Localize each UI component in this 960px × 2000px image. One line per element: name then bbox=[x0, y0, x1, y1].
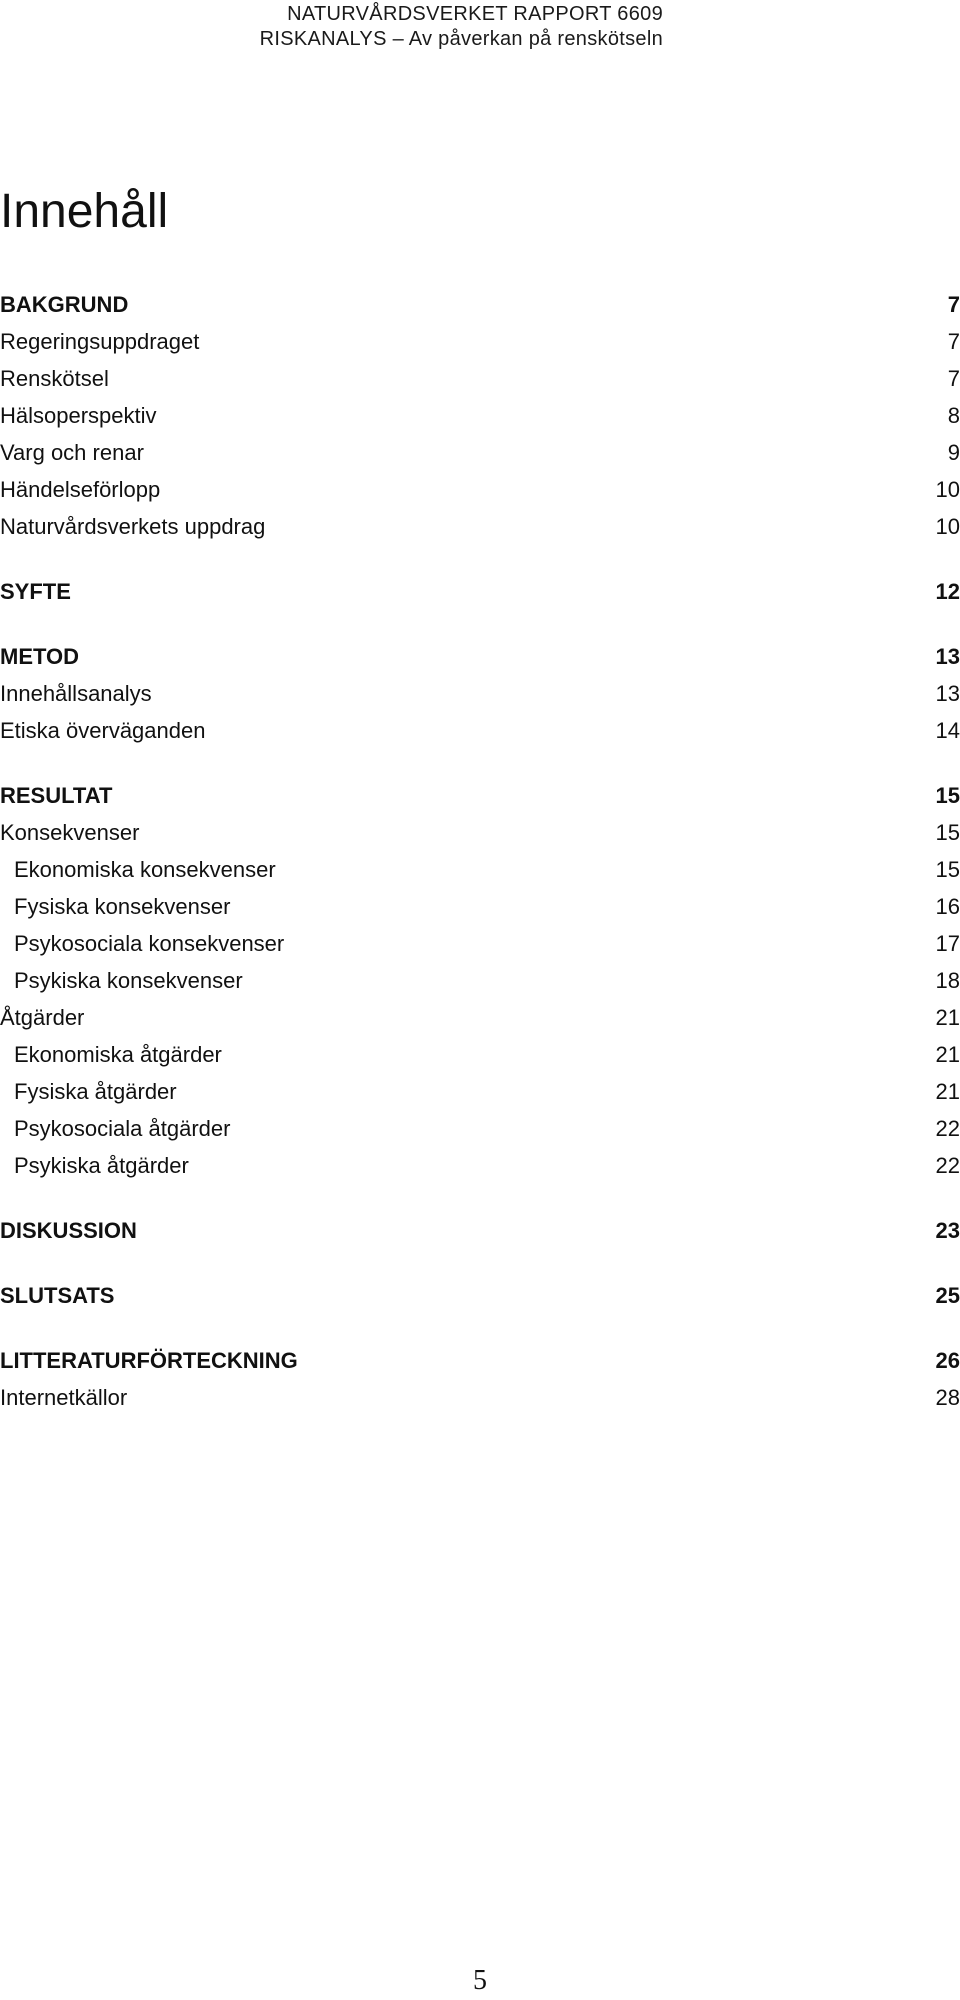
toc-section bbox=[0, 573, 960, 610]
running-header bbox=[260, 2, 663, 52]
toc-entry bbox=[0, 471, 960, 508]
toc-entry-page: 15 bbox=[935, 783, 960, 808]
toc-entry-page: 16 bbox=[935, 894, 960, 919]
toc-entry-label: Renskötsel bbox=[0, 366, 109, 391]
toc-entry-label: Psykiska konsekvenser bbox=[14, 968, 243, 993]
toc-entry-page: 12 bbox=[935, 579, 960, 604]
toc-entry bbox=[0, 508, 960, 545]
toc-entry-label: Psykosociala åtgärder bbox=[14, 1116, 231, 1141]
toc-entry bbox=[0, 962, 960, 999]
toc-entry-label: Fysiska åtgärder bbox=[14, 1079, 177, 1104]
toc-entry-label: METOD bbox=[0, 644, 80, 669]
toc-entry-label: Psykosociala konsekvenser bbox=[14, 931, 285, 956]
toc-entry bbox=[0, 1036, 960, 1073]
toc-entry-label: BAKGRUND bbox=[0, 292, 129, 317]
toc-entry-page: 10 bbox=[935, 477, 960, 502]
toc-heading bbox=[0, 1342, 960, 1379]
toc-entry-page: 18 bbox=[935, 968, 960, 993]
page-title: Innehåll bbox=[0, 185, 169, 238]
toc-section bbox=[0, 1342, 960, 1416]
toc-section bbox=[0, 1212, 960, 1249]
toc-heading bbox=[0, 638, 960, 675]
toc-entry-label: Hälsoperspektiv bbox=[0, 403, 157, 428]
toc-section bbox=[0, 638, 960, 749]
toc-entry bbox=[0, 1379, 960, 1416]
toc-entry-page: 15 bbox=[935, 857, 960, 882]
toc-entry-page: 15 bbox=[935, 820, 960, 845]
toc-entry bbox=[0, 888, 960, 925]
page-number: 5 bbox=[473, 1965, 487, 1996]
toc-entry-page: 7 bbox=[947, 292, 960, 317]
toc-entry bbox=[0, 397, 960, 434]
toc-entry-label: Psykiska åtgärder bbox=[14, 1153, 189, 1178]
toc-entry-label: LITTERATURFÖRTECKNING bbox=[0, 1348, 298, 1373]
toc-entry bbox=[0, 1110, 960, 1147]
toc-entry-label: Naturvårdsverkets uppdrag bbox=[0, 514, 266, 539]
toc-heading bbox=[0, 286, 960, 323]
toc-entry bbox=[0, 1073, 960, 1110]
toc-entry-label: Varg och renar bbox=[0, 440, 144, 465]
toc-entry-page: 7 bbox=[947, 329, 960, 354]
toc-entry-page: 13 bbox=[935, 681, 960, 706]
toc-entry-page: 21 bbox=[935, 1005, 960, 1030]
toc-heading bbox=[0, 573, 960, 610]
toc-entry-label: RESULTAT bbox=[0, 783, 113, 808]
toc-entry-label: Ekonomiska åtgärder bbox=[14, 1042, 222, 1067]
toc-entry bbox=[0, 360, 960, 397]
toc-entry-label: Ekonomiska konsekvenser bbox=[14, 857, 276, 882]
toc-entry-page: 28 bbox=[935, 1385, 960, 1410]
toc-entry-page: 22 bbox=[935, 1116, 960, 1141]
toc-entry-label: Innehållsanalys bbox=[0, 681, 152, 706]
toc-entry-page: 21 bbox=[935, 1079, 960, 1104]
toc-heading bbox=[0, 777, 960, 814]
toc-entry bbox=[0, 814, 960, 851]
toc-entry bbox=[0, 999, 960, 1036]
header-report-title: RISKANALYS – Av påverkan på renskötseln bbox=[259, 28, 663, 50]
toc-entry-label: Fysiska konsekvenser bbox=[14, 894, 231, 919]
toc-section bbox=[0, 777, 960, 1184]
toc-entry-label: Regeringsuppdraget bbox=[0, 329, 200, 354]
toc-entry-page: 22 bbox=[935, 1153, 960, 1178]
toc-entry-label: Etiska överväganden bbox=[0, 718, 206, 743]
toc-entry bbox=[0, 675, 960, 712]
toc-entry-label: SYFTE bbox=[0, 579, 71, 604]
toc-entry-page: 14 bbox=[935, 718, 960, 743]
table-of-contents bbox=[0, 286, 960, 1444]
toc-entry-page: 26 bbox=[935, 1348, 960, 1373]
toc-entry bbox=[0, 434, 960, 471]
toc-entry-label: Konsekvenser bbox=[0, 820, 140, 845]
toc-entry-page: 17 bbox=[935, 931, 960, 956]
toc-heading bbox=[0, 1277, 960, 1314]
toc-entry-page: 13 bbox=[935, 644, 960, 669]
toc-entry-page: 8 bbox=[947, 403, 960, 428]
toc-entry-page: 9 bbox=[947, 440, 960, 465]
toc-entry-page: 25 bbox=[935, 1283, 960, 1308]
toc-entry-page: 7 bbox=[947, 366, 960, 391]
toc-entry-page: 21 bbox=[935, 1042, 960, 1067]
toc-entry-page: 23 bbox=[935, 1218, 960, 1243]
toc-entry bbox=[0, 1147, 960, 1184]
toc-entry-label: SLUTSATS bbox=[0, 1283, 115, 1308]
toc-section bbox=[0, 1277, 960, 1314]
toc-section bbox=[0, 286, 960, 545]
toc-entry bbox=[0, 851, 960, 888]
toc-entry-label: DISKUSSION bbox=[0, 1218, 137, 1243]
toc-entry-label: Händelseförlopp bbox=[0, 477, 161, 502]
toc-entry bbox=[0, 323, 960, 360]
toc-entry-label: Åtgärder bbox=[0, 1005, 85, 1030]
header-report-number: NATURVÅRDSVERKET RAPPORT 6609 bbox=[287, 3, 663, 25]
toc-entry bbox=[0, 712, 960, 749]
toc-entry bbox=[0, 925, 960, 962]
toc-entry-label: Internetkällor bbox=[0, 1385, 128, 1410]
toc-heading bbox=[0, 1212, 960, 1249]
toc-entry-page: 10 bbox=[935, 514, 960, 539]
